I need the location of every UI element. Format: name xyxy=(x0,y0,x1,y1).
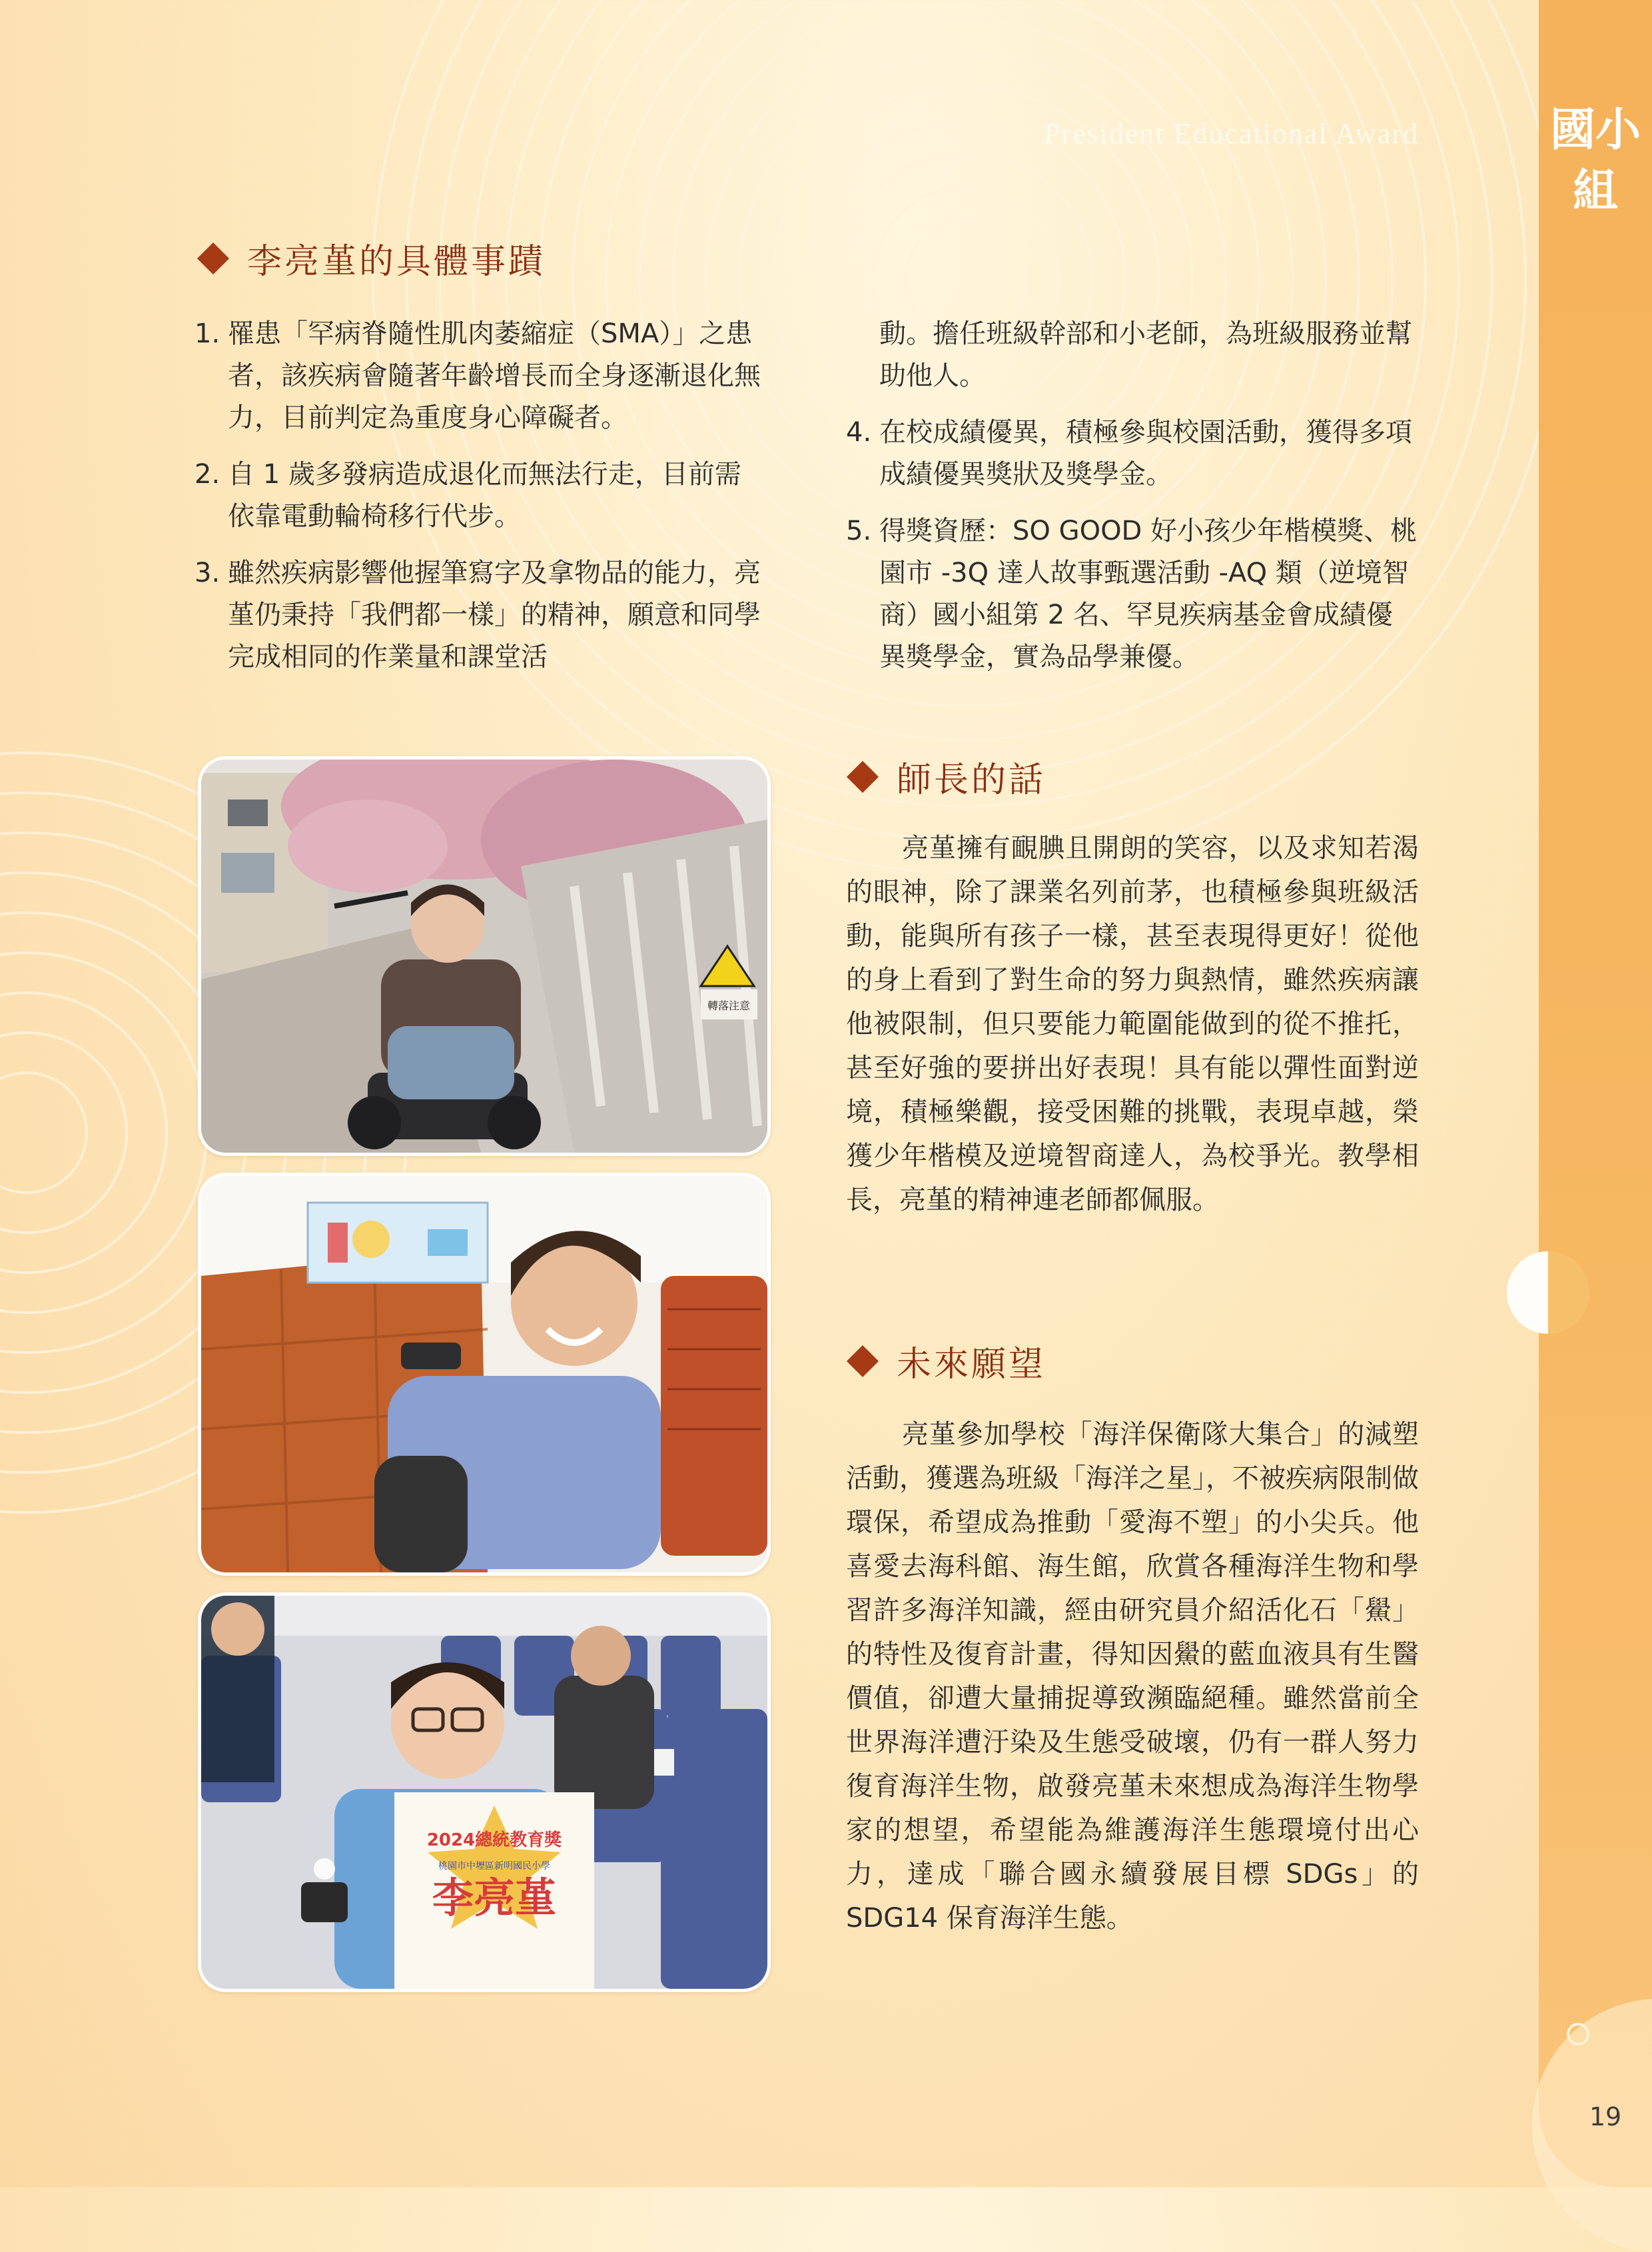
future-paragraph: 亮堇參加學校「海洋保衛隊大集合」的減塑活動，獲選為班級「海洋之星」，不被疾病限制做環保，希望成為推動「愛海不塑」的小尖兵。他喜愛去海科館、海生館，欣賞各種海洋生物和學習許多海洋知識，經由研究員介紹活化石「鱟」的特性及復育計畫，得知因鱟的藍血液具有生醫價值，卻遭大量捕捉導致瀕臨絕種。雖然當前全世界海洋遭汙染及生態受破壞，仍有一群人努力復育海洋生物，啟發亮堇未來想成為海洋生物學家的想望，希望能為維護海洋生態環境付出心力，達成「聯合國永續發展目標 SDGs」的 SDG14 保育海洋生態。 xyxy=(846,1419,1419,1934)
photo-street-image xyxy=(201,760,767,1153)
teacher-paragraph: 亮堇擁有靦腆且開朗的笑容，以及求知若渴的眼神，除了課業名列前茅，也積極參與班級活動，能與所有孩子一樣，甚至表現得更好！從他的身上看到了對生命的努力與熱情，雖然疾病讓他被限制，但只要能力範圍能做到的從不推托，甚至好強的要拼出好表現！具有能以彈性面對逆境，積極樂觀，接受困難的挑戰，表現卓越，榮獲少年楷模及逆境智商達人，為校爭光。教學相長，亮堇的精神連老師都佩服。 xyxy=(846,833,1419,1215)
list-item-number: 3. xyxy=(195,558,220,588)
teacher-heading xyxy=(846,752,1046,802)
list-item xyxy=(195,454,767,538)
photo-auditorium-image xyxy=(201,1596,767,1989)
future-heading xyxy=(846,1336,1046,1386)
deeds-list-left xyxy=(195,313,767,693)
future-heading-text: 未來願望 xyxy=(897,1345,1046,1385)
list-item xyxy=(195,313,767,439)
list-item-text: 雖然疾病影響他握筆寫字及拿物品的能力，亮堇仍秉持「我們都一樣」的精神，願意和同學完成相同的作業量和課堂活 xyxy=(228,558,761,672)
list-item-number: 4. xyxy=(846,417,872,448)
deeds-list-right xyxy=(846,313,1419,693)
list-item-continuation: 動。擔任班級幹部和小老師，為班級服務並幫助他人。 xyxy=(879,318,1412,391)
list-item-number: 5. xyxy=(846,516,872,546)
photo-auditorium-sign xyxy=(198,1592,771,1992)
photo-classroom-drawing xyxy=(198,1173,771,1576)
teacher-heading-text: 師長的話 xyxy=(897,760,1046,800)
photo-classroom-image xyxy=(201,1176,767,1572)
deeds-heading xyxy=(197,233,546,283)
list-item-text: 自 1 歲多發病造成退化而無法行走，目前需依靠電動輪椅移行代步。 xyxy=(228,459,741,532)
award-title: President Educational Award xyxy=(1043,117,1419,150)
sign-year-text: 2024總統教育獎 xyxy=(426,1830,562,1850)
list-item xyxy=(846,412,1419,496)
list-item-number: 1. xyxy=(195,318,220,349)
list-item-text: 在校成績優異，積極參與校園活動，獲得多項成績優異獎狀及獎學金。 xyxy=(879,417,1412,490)
list-item-text: 罹患「罕病脊隨性肌肉萎縮症（SMA）」之患者，該疾病會隨著年齡增長而全身逐漸退化無力，目前判定為重度身心障礙者。 xyxy=(228,318,761,433)
page-number: 19 xyxy=(1589,2102,1622,2131)
photo-street-wheelchair xyxy=(198,756,771,1156)
diamond-bullet-icon xyxy=(847,760,879,792)
side-band xyxy=(1539,0,1652,2187)
diamond-bullet-icon xyxy=(197,242,229,274)
deeds-heading-text: 李亮堇的具體事蹟 xyxy=(247,242,546,282)
list-item-number: 2. xyxy=(195,459,220,490)
diamond-bullet-icon xyxy=(847,1345,879,1377)
list-item xyxy=(846,510,1419,678)
sign-name-text: 李亮堇 xyxy=(432,1874,557,1922)
photo-sign-text: 轉落注意 xyxy=(707,999,751,1012)
list-item xyxy=(195,552,767,678)
category-label: 國小組 xyxy=(1549,104,1641,218)
deco-circle-large xyxy=(1507,1251,1589,1334)
list-item-text: 得獎資歷：SO GOOD 好小孩少年楷模獎、桃園市 -3Q 達人故事甄選活動 -AQ 類（逆境智商）國小組第 2 名、罕見疾病基金會成績優異獎學金，實為品學兼優。 xyxy=(879,516,1418,672)
sign-school-text: 桃園市中壢區新明國民小學 xyxy=(438,1861,550,1872)
